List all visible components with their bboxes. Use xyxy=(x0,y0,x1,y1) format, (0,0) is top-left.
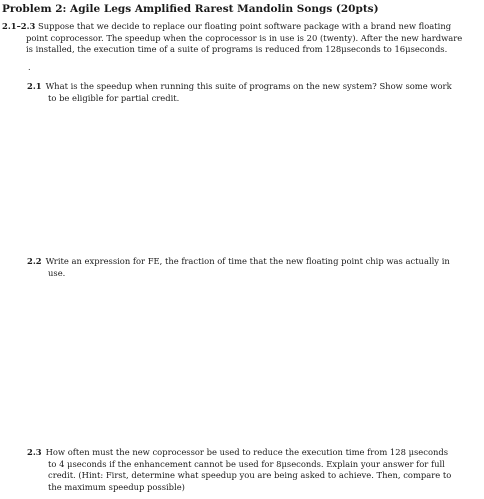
question-text-line-2: use. xyxy=(48,267,66,278)
question-text-line-3: credit. (Hint: First, determine what speedup you are being asked to achieve. Then, compare to xyxy=(48,470,452,480)
question-text-line-4: the maximum speedup possible) xyxy=(48,481,185,492)
stray-marker: . xyxy=(28,63,31,72)
question-text-line-2: to 4 μseconds if the enhancement cannot be used for 8μseconds. Explain your answer for full xyxy=(48,458,445,469)
question-2-3 xyxy=(27,447,479,493)
intro-number: 2.1–2.3 xyxy=(2,21,36,31)
question-text-line-1: Write an expression for FE, the fraction of time that the new floating point chip was actually in xyxy=(45,256,450,266)
intro-line-1 xyxy=(2,21,478,33)
question-text-line-1: What is the speedup when running this suite of programs on the new system? Show some work xyxy=(45,81,452,91)
question-text-line-2: to be eligible for partial credit. xyxy=(48,92,180,103)
question-number: 2.3 xyxy=(27,447,42,457)
question-text-line-1: How often must the new coprocessor be used to reduce the execution time from 128 μseconds xyxy=(45,447,449,457)
question-2-2 xyxy=(27,256,479,279)
intro-text-1: Suppose that we decide to replace our floating point software package with a brand new floating xyxy=(38,21,452,31)
intro-line-3: is installed, the execution time of a suite of programs is reduced from 128μseconds to 16μseconds. xyxy=(26,44,448,54)
problem-title: Problem 2: Agile Legs Amplified Rarest Mandolin Songs (20pts) xyxy=(2,3,379,15)
problem-intro xyxy=(2,21,478,56)
question-number: 2.1 xyxy=(27,81,42,91)
question-2-1 xyxy=(27,81,479,104)
intro-line-2: point coprocessor. The speedup when the coprocessor is in use is 20 (twenty). After the new hardware xyxy=(26,32,463,43)
question-number: 2.2 xyxy=(27,256,42,266)
